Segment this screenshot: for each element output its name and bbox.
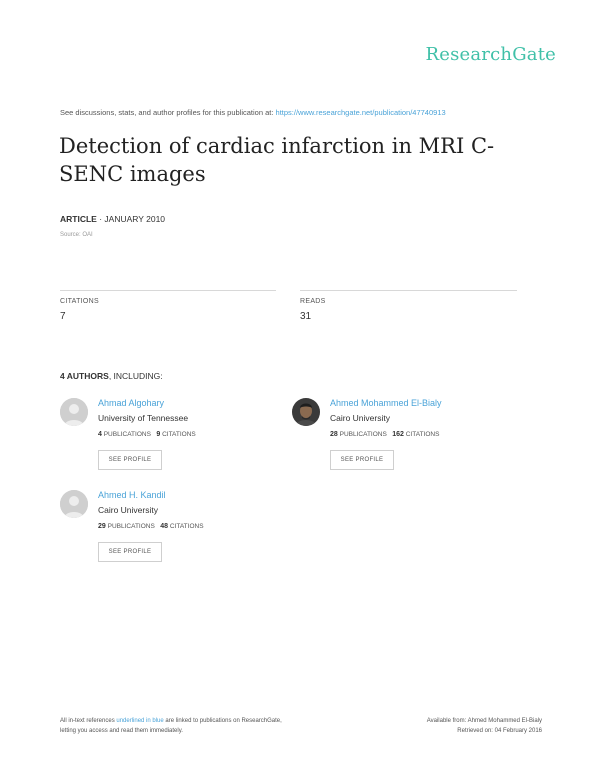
publication-title: Detection of cardiac infarction in MRI C-SENC images	[59, 134, 495, 186]
author-citations-label: CITATIONS	[405, 431, 440, 438]
author-name-link[interactable]: Ahmed H. Kandil	[98, 490, 166, 500]
reads-divider	[300, 290, 517, 291]
author-citations-count: 162	[392, 431, 404, 438]
publication-meta	[60, 214, 165, 224]
author-publications-count: 28	[330, 431, 338, 438]
author-stats	[98, 523, 204, 530]
footer-retrieved-on: Retrieved on: 04 February 2016	[457, 728, 542, 734]
author-name-link[interactable]: Ahmed Mohammed El-Bialy	[330, 398, 442, 408]
footer-availability	[427, 716, 542, 736]
author-name-link[interactable]: Ahmad Algohary	[98, 398, 165, 408]
author-citations-label: CITATIONS	[162, 431, 196, 438]
reads-value: 31	[300, 311, 312, 322]
avatar-placeholder-icon[interactable]	[60, 398, 88, 426]
intro-text: See discussions, stats, and author profiles for this publication at:	[60, 108, 276, 117]
publication-date: · JANUARY 2010	[96, 214, 166, 224]
footer-underlined-link[interactable]: underlined in blue	[116, 718, 164, 724]
author-card	[292, 398, 522, 488]
publication-source: Source: OAI	[60, 232, 93, 238]
footer-available-from: Available from: Ahmed Mohammed El-Bialy	[426, 718, 542, 724]
citations-value: 7	[60, 311, 66, 322]
author-publications-label: PUBLICATIONS	[107, 523, 155, 530]
author-institution: Cairo University	[330, 413, 390, 423]
intro-line	[60, 108, 446, 117]
see-profile-button[interactable]: SEE PROFILE	[330, 450, 394, 470]
author-citations-count: 9	[156, 431, 161, 438]
authors-count: 4 AUTHORS	[60, 371, 109, 381]
citations-divider	[60, 290, 276, 291]
author-card	[60, 398, 290, 488]
author-publications-count: 4	[98, 431, 102, 438]
author-stats	[98, 431, 196, 438]
author-publications-count: 29	[98, 523, 106, 530]
see-profile-button[interactable]: SEE PROFILE	[98, 450, 162, 470]
authors-heading	[60, 371, 163, 381]
author-citations-label: CITATIONS	[169, 523, 204, 530]
footer-note	[60, 716, 282, 736]
see-profile-button[interactable]: SEE PROFILE	[98, 542, 162, 562]
author-institution: Cairo University	[98, 505, 158, 515]
author-stats	[330, 431, 439, 438]
publication-url-link[interactable]: https://www.researchgate.net/publication/47740913	[275, 108, 446, 117]
footer-note-line2: letting you access and read them immediately.	[60, 728, 183, 734]
authors-heading-suffix: , INCLUDING:	[108, 371, 163, 381]
citations-label: CITATIONS	[60, 298, 99, 305]
publication-type: ARTICLE	[60, 214, 97, 224]
researchgate-logo[interactable]: ResearchGate	[425, 44, 556, 65]
author-publications-label: PUBLICATIONS	[339, 431, 387, 438]
author-citations-count: 48	[160, 523, 169, 530]
author-card	[60, 490, 290, 580]
author-institution: University of Tennessee	[98, 413, 189, 423]
reads-label: READS	[300, 298, 326, 305]
author-photo[interactable]	[292, 398, 320, 426]
author-publications-label: PUBLICATIONS	[103, 431, 151, 438]
footer-note-suffix: are linked to publications on ResearchGate,	[163, 718, 282, 724]
avatar-placeholder-icon[interactable]	[60, 490, 88, 518]
footer-note-prefix: All in-text references	[60, 718, 117, 724]
